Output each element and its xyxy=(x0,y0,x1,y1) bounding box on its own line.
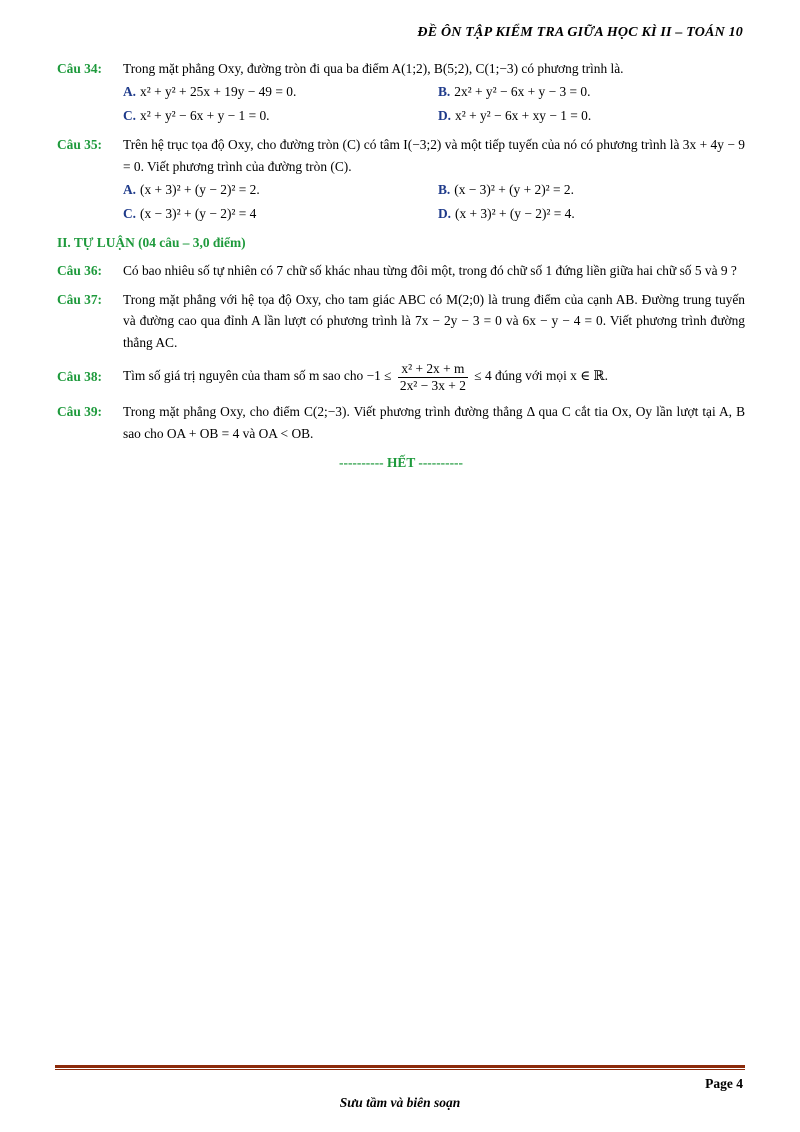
question-text: Trong mặt phẳng Oxy, cho điểm C(2;−3). Viết phương trình đường thẳng Δ qua C cắt tia Ox, Oy lần lượt tại A, B sao cho OA + OB = 4 và OA < OB. xyxy=(123,404,745,441)
option-d: D. (x + 3)² + (y − 2)² = 4. xyxy=(438,205,575,221)
question-37 xyxy=(57,289,745,353)
page-header-title: ĐỀ ÔN TẬP KIỂM TRA GIỮA HỌC KÌ II – TOÁN 10 xyxy=(417,25,743,40)
footer-note: Sưu tầm và biên soạn xyxy=(339,1095,461,1110)
question-text: Có bao nhiêu số tự nhiên có 7 chữ số khác nhau từng đôi một, trong đó chữ số 1 đứng liền giữa hai chữ số 5 và 9 ? xyxy=(123,262,737,278)
option-c: C. x² + y² − 6x + y − 1 = 0. xyxy=(123,107,270,123)
question-text: Trong mặt phẳng Oxy, đường tròn đi qua ba điểm A(1;2), B(5;2), C(1;−3) có phương trình là. xyxy=(123,61,624,76)
question-36 xyxy=(57,260,745,281)
fraction xyxy=(398,361,468,393)
question-number: Câu 35: xyxy=(57,137,103,153)
option-b: B. 2x² + y² − 6x + y − 3 = 0. xyxy=(438,84,591,100)
fraction-numerator: x² + 2x + m xyxy=(398,361,468,377)
option-a: A. x² + y² + 25x + 19y − 49 = 0. xyxy=(123,84,297,100)
question-text: Trong mặt phẳng với hệ tọa độ Oxy, cho tam giác ABC có M(2;0) là trung điểm của cạnh AB. Đường trung tuyến và đường cao qua đỉnh A lần lượt có phương trình là 7x − 2y − 3 = 0 và 6x − y − 4 = 0. Viết phương trình đường thẳng AC. xyxy=(123,291,745,350)
answer-options xyxy=(123,81,745,126)
option-a: A. (x + 3)² + (y − 2)² = 2. xyxy=(123,182,260,198)
question-text-after: ≤ 4 đúng với mọi x ∈ ℝ. xyxy=(474,368,608,384)
question-text-before: Tìm số giá trị nguyên của tham số m sao cho −1 ≤ xyxy=(123,368,392,384)
section-title: II. TỰ LUẬN (04 câu – 3,0 điểm) xyxy=(57,235,246,251)
question-number: Câu 37: xyxy=(57,291,103,307)
fraction-denominator: 2x² − 3x + 2 xyxy=(399,377,466,393)
option-d: D. x² + y² − 6x + xy − 1 = 0. xyxy=(438,107,592,123)
option-b: B. (x − 3)² + (y + 2)² = 2. xyxy=(438,182,574,198)
question-number: Câu 39: xyxy=(57,404,103,420)
end-marker: ---------- HẾT ---------- xyxy=(339,454,463,470)
question-38 xyxy=(57,361,745,393)
option-c: C. (x − 3)² + (y − 2)² = 4 xyxy=(123,205,257,221)
question-number: Câu 36: xyxy=(57,262,103,278)
question-number: Câu 38: xyxy=(57,369,103,385)
answer-options xyxy=(123,179,745,224)
footer-divider xyxy=(55,1065,745,1068)
question-number: Câu 34: xyxy=(57,61,103,76)
question-39 xyxy=(57,401,745,444)
page-number: Page 4 xyxy=(705,1076,743,1091)
footer-divider-thin xyxy=(55,1069,745,1070)
question-34 xyxy=(57,58,745,126)
question-text: Trên hệ trục tọa độ Oxy, cho đường tròn (C) có tâm I(−3;2) và một tiếp tuyến của nó có phương trình là 3x + 4y − 9 = 0. Viết phương trình của đường tròn (C). xyxy=(123,137,745,174)
question-35 xyxy=(57,134,745,224)
document-content xyxy=(57,58,745,473)
